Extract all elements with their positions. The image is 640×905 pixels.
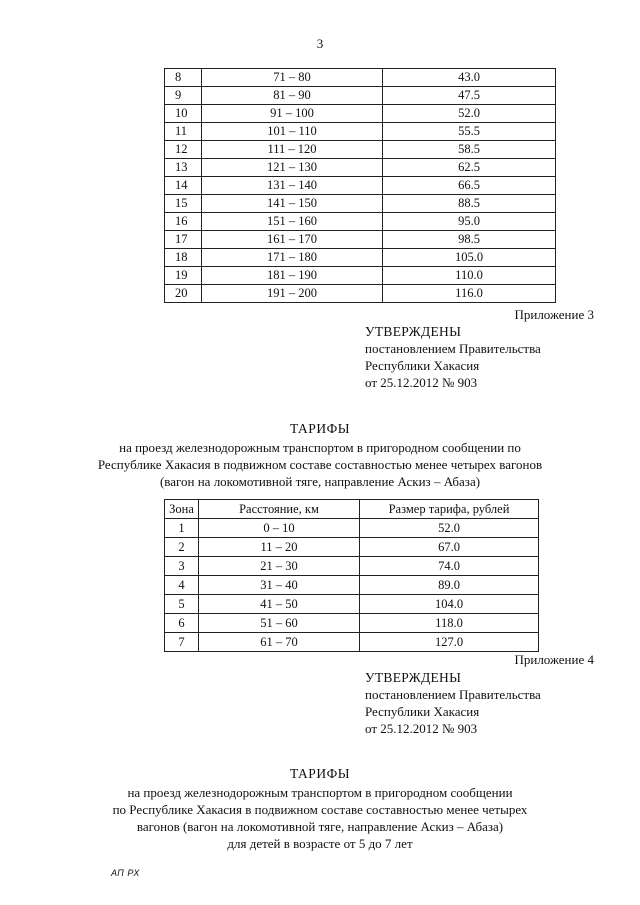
footer-stamp: АП РХ [111,868,140,878]
table-cell-tariff: 55.5 [383,123,556,141]
tariffs-subtitle-line: (вагон на локомотивной тяге, направление Аскиз – Абаза) [159,474,481,489]
table-cell-distance: 21 – 30 [199,557,360,576]
table-cell-distance: 51 – 60 [199,614,360,633]
table-cell-zone: 1 [165,519,199,538]
table-cell-zone: 4 [165,576,199,595]
table-row [165,519,539,538]
table-row [165,231,556,249]
column-header-tariff: Размер тарифа, рублей [360,500,539,519]
table-cell-tariff: 105.0 [383,249,556,267]
table-cell-distance: 121 – 130 [202,159,383,177]
tariffs-heading-3 [60,420,580,490]
table-cell-distance: 171 – 180 [202,249,383,267]
table-cell-distance: 181 – 190 [202,267,383,285]
table-cell-tariff: 67.0 [360,538,539,557]
table-cell-distance: 61 – 70 [199,633,360,652]
table-row [165,141,556,159]
table-row [165,267,556,285]
tariffs-title: ТАРИФЫ [289,421,351,436]
table-cell-tariff: 52.0 [360,519,539,538]
table-cell-tariff: 47.5 [383,87,556,105]
table-cell-zone: 5 [165,595,199,614]
approved-title: УТВЕРЖДЕНЫ [365,670,462,685]
table-cell-distance: 141 – 150 [202,195,383,213]
table-cell-tariff: 66.5 [383,177,556,195]
table-cell-tariff: 74.0 [360,557,539,576]
table-cell-tariff: 58.5 [383,141,556,159]
table-cell-distance: 151 – 160 [202,213,383,231]
approved-line: от 25.12.2012 № 903 [365,375,478,390]
table-cell-tariff: 89.0 [360,576,539,595]
table-row [165,69,556,87]
table-cell-tariff: 98.5 [383,231,556,249]
table-row [165,123,556,141]
approval-block-4 [365,669,541,737]
table-cell-tariff: 95.0 [383,213,556,231]
tariffs-subtitle-line: Республике Хакасия в подвижном составе составностью менее четырех вагонов [97,457,543,472]
tariffs-subtitle-line: на проезд железнодорожным транспортом в пригородном сообщении по [119,440,521,455]
table-cell-tariff: 116.0 [383,285,556,303]
table-row [165,538,539,557]
table-row [165,159,556,177]
tariffs-heading-4 [60,765,580,852]
table-cell-distance: 111 – 120 [202,141,383,159]
table-cell-distance: 191 – 200 [202,285,383,303]
table-row [165,285,556,303]
approved-line: от 25.12.2012 № 903 [365,721,478,736]
table-cell-distance: 101 – 110 [202,123,383,141]
tariffs-subtitle-line: вагонов (вагон на локомотивной тяге, направление Аскиз – Абаза) [136,819,504,834]
column-header-zone: Зона [165,500,199,519]
table-cell-zone: 20 [165,285,202,303]
table-cell-tariff: 62.5 [383,159,556,177]
table-cell-distance: 41 – 50 [199,595,360,614]
table-cell-tariff: 88.5 [383,195,556,213]
tariff-table-zones [164,499,539,652]
appendix-3-label: Приложение 3 [514,307,594,322]
table-cell-tariff: 43.0 [383,69,556,87]
table-cell-distance: 31 – 40 [199,576,360,595]
table-cell-zone: 11 [165,123,202,141]
table-cell-zone: 17 [165,231,202,249]
table-cell-zone: 14 [165,177,202,195]
approved-title: УТВЕРЖДЕНЫ [365,324,462,339]
tariffs-subtitle-line: на проезд железнодорожным транспортом в пригородном сообщении [127,785,513,800]
table-cell-zone: 3 [165,557,199,576]
table-row [165,557,539,576]
table-cell-tariff: 118.0 [360,614,539,633]
table-cell-distance: 161 – 170 [202,231,383,249]
tariff-table-continued [164,68,556,303]
table-cell-zone: 9 [165,87,202,105]
table-cell-zone: 16 [165,213,202,231]
table-cell-zone: 7 [165,633,199,652]
table-row [165,633,539,652]
table-cell-tariff: 52.0 [383,105,556,123]
table-cell-distance: 81 – 90 [202,87,383,105]
table-cell-zone: 15 [165,195,202,213]
table-cell-tariff: 104.0 [360,595,539,614]
approval-block-3 [365,323,541,391]
page-number: 3 [316,36,324,51]
table-row [165,595,539,614]
table-row [165,614,539,633]
table-cell-distance: 131 – 140 [202,177,383,195]
table-cell-distance: 71 – 80 [202,69,383,87]
table-cell-tariff: 127.0 [360,633,539,652]
table-cell-zone: 2 [165,538,199,557]
table-row [165,576,539,595]
table-row [165,177,556,195]
table-row [165,213,556,231]
table-cell-tariff: 110.0 [383,267,556,285]
tariffs-subtitle-line: по Республике Хакасия в подвижном составе составностью менее четырех [112,802,528,817]
table-cell-zone: 18 [165,249,202,267]
table-header-row [165,500,539,519]
table-cell-distance: 11 – 20 [199,538,360,557]
table-cell-zone: 13 [165,159,202,177]
table-row [165,105,556,123]
table-cell-distance: 0 – 10 [199,519,360,538]
column-header-distance: Расстояние, км [199,500,360,519]
table-cell-zone: 12 [165,141,202,159]
table-row [165,195,556,213]
approved-line: Республики Хакасия [365,704,480,719]
table-cell-distance: 91 – 100 [202,105,383,123]
table-cell-zone: 10 [165,105,202,123]
approved-line: постановлением Правительства [365,687,541,702]
table-row [165,249,556,267]
appendix-4-label: Приложение 4 [514,652,594,667]
approved-line: постановлением Правительства [365,341,541,356]
table-cell-zone: 6 [165,614,199,633]
table-cell-zone: 8 [165,69,202,87]
table-row [165,87,556,105]
table-cell-zone: 19 [165,267,202,285]
tariffs-subtitle-line: для детей в возрасте от 5 до 7 лет [227,836,413,851]
tariffs-title: ТАРИФЫ [289,766,351,781]
approved-line: Республики Хакасия [365,358,480,373]
